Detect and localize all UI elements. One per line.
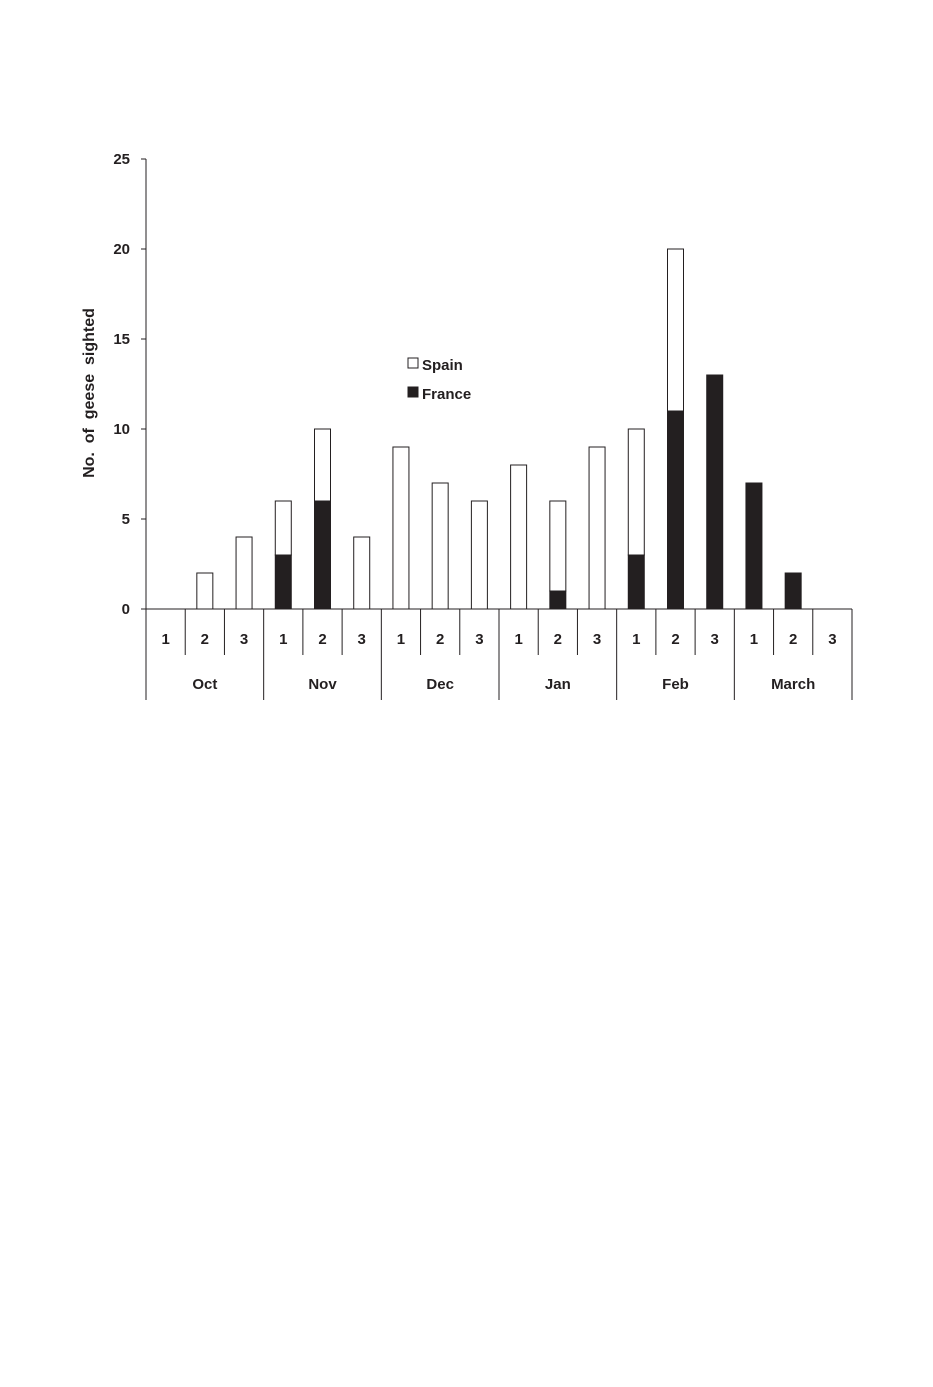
x-month-label: Feb <box>662 676 689 693</box>
bars <box>197 249 801 609</box>
x-period-label: 3 <box>357 631 366 648</box>
bar-spain <box>550 501 566 591</box>
x-period-labels <box>146 609 852 700</box>
x-month-label: Jan <box>544 676 571 693</box>
x-month-label: Dec <box>426 676 454 693</box>
legend-label-france: France <box>422 386 472 403</box>
x-month-label: Nov <box>308 676 337 693</box>
legend <box>408 357 471 403</box>
x-period-label: 3 <box>710 631 719 648</box>
y-tick-label: 15 <box>113 331 130 348</box>
x-period-label: 2 <box>671 631 680 648</box>
x-period-label: 1 <box>749 631 759 648</box>
bar-france <box>315 501 331 609</box>
bar-spain <box>471 501 487 609</box>
y-tick-label: 25 <box>113 151 130 168</box>
bar-spain <box>589 447 605 609</box>
bar-spain <box>628 429 644 555</box>
bar-spain <box>236 537 252 609</box>
bar-france <box>668 411 684 609</box>
bar-spain <box>432 483 448 609</box>
y-axis-title: No. of geese sighted <box>81 308 98 478</box>
x-period-label: 2 <box>553 631 563 648</box>
bar-france <box>275 555 291 609</box>
legend-label-spain: Spain <box>422 357 463 374</box>
bar-france <box>785 573 801 609</box>
x-period-label: 2 <box>435 631 445 648</box>
x-period-label: 3 <box>592 631 602 648</box>
bar-france <box>746 483 762 609</box>
x-period-label: 1 <box>632 631 641 648</box>
x-month-label: March <box>771 676 816 693</box>
x-period-label: 2 <box>788 631 798 648</box>
x-period-label: 3 <box>828 631 837 648</box>
bar-spain <box>197 573 213 609</box>
bar-spain <box>668 249 684 411</box>
bar-france <box>550 591 566 609</box>
y-tick-label: 10 <box>113 421 130 438</box>
x-period-label: 1 <box>161 631 170 648</box>
legend-swatch-spain <box>408 358 418 368</box>
x-period-label: 3 <box>475 631 484 648</box>
bar-spain <box>393 447 409 609</box>
x-period-label: 1 <box>396 631 406 648</box>
bar-france <box>707 375 723 609</box>
x-period-label: 1 <box>514 631 523 648</box>
legend-swatch-france <box>408 387 418 397</box>
x-period-label: 1 <box>279 631 288 648</box>
bar-spain <box>354 537 370 609</box>
bar-spain <box>275 501 291 555</box>
y-tick-label: 0 <box>121 601 130 618</box>
y-tick-label: 5 <box>121 511 130 528</box>
bar-france <box>628 555 644 609</box>
y-tick-label: 20 <box>113 241 130 258</box>
x-month-label: Oct <box>192 676 218 693</box>
y-ticks <box>113 151 146 618</box>
x-period-label: 2 <box>318 631 327 648</box>
bar-spain <box>315 429 331 501</box>
x-month-labels <box>192 676 815 693</box>
bar-spain <box>511 465 527 609</box>
x-period-label: 3 <box>239 631 249 648</box>
x-period-label: 2 <box>200 631 210 648</box>
